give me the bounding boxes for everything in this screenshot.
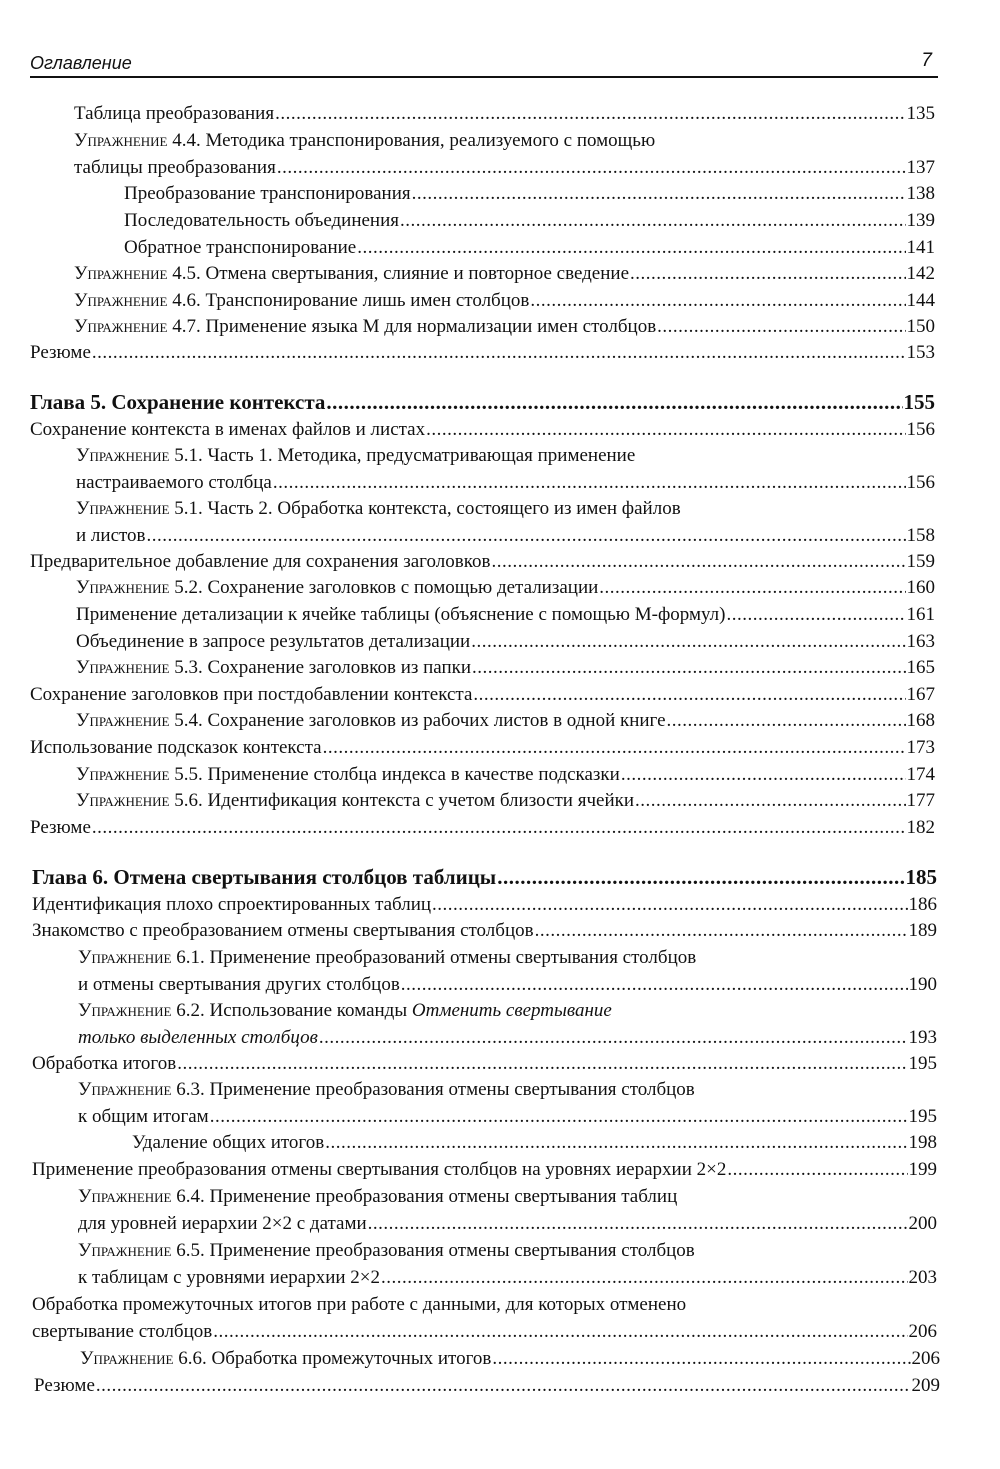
toc-entry-row [78,1104,937,1130]
toc-entry-row [30,815,935,841]
toc-entry-row [32,1051,937,1077]
exercise-label: Упражнение 5.3. [76,657,203,678]
page-number: 144 [906,290,935,311]
toc-entry-row [32,864,937,890]
toc-entry-text: Предварительное добавление для сохранения заголовков [30,551,491,572]
dot-leader [426,417,905,443]
toc-entry-row [76,655,935,681]
page-number: 206 [908,1321,937,1342]
toc-entry-text: Методика транспонирования, реализуемого с помощью [200,130,656,151]
dot-leader [381,1265,907,1291]
page-number: 185 [905,865,937,889]
page-number: 150 [906,316,935,337]
toc-entry-row [74,314,935,340]
dot-leader [401,972,908,998]
dot-leader [92,815,906,841]
exercise-label: Упражнение 6.1. [78,947,205,968]
toc-entry-text: Резюме [30,342,91,363]
page-number: 156 [906,472,935,493]
dot-leader [667,708,906,734]
exercise-label: Упражнение 4.7. [74,316,201,337]
toc-entry-row [76,602,935,628]
toc-entry-text: Преобразование транспонирования [124,183,411,204]
toc-entry-row [32,1157,937,1183]
toc-entry-first-line [74,128,655,154]
dot-leader [727,1157,907,1183]
toc-entry-text: Знакомство с преобразованием отмены свертывания столбцов [32,920,534,941]
toc-entry-text: Применение детализации к ячейке таблицы (объяснение с помощью М-формул) [76,604,726,625]
toc-entry-text: Удаление общих итогов [132,1132,325,1153]
toc-entry-text: таблицы преобразования [74,157,276,178]
exercise-label: Упражнение 5.2. [76,577,203,598]
toc-entry-first-line [76,496,681,522]
toc-entry-row [34,1373,940,1399]
page-number: 163 [906,631,935,652]
page-number: 186 [908,894,937,915]
page-number: 182 [906,817,935,838]
dot-leader [323,735,906,761]
toc-entry-row [74,155,935,181]
page-number: 177 [906,790,935,811]
dot-leader [277,155,906,181]
toc-entry-row [74,261,935,287]
exercise-label: Упражнение 5.6. [76,790,203,811]
toc-entry-text: для уровней иерархии 2×2 с датами [78,1213,367,1234]
page-number: 173 [906,737,935,758]
toc-entry-text: Обработка промежуточных итогов [206,1348,492,1369]
toc-entry-row [76,788,935,814]
page-number: 199 [908,1159,937,1180]
toc-entry-text: Последовательность объединения [124,210,400,231]
dot-leader [471,629,905,655]
toc-entry-text: Применение преобразований отмены свертывания столбцов [204,947,697,968]
toc-entry-first-line [78,998,612,1024]
toc-entry-text: Применение преобразования отмены свертывания столбцов [204,1240,695,1261]
toc-entry-text: Сохранение контекста в именах файлов и листах [30,419,426,440]
toc-entry-text: и листов [76,525,146,546]
toc-entry-first-line [78,1184,677,1210]
toc-entry-text: Использование подсказок контекста [30,737,322,758]
toc-entry-row [30,735,935,761]
page-number: 206 [911,1348,940,1369]
toc-entry-first-line [78,1077,695,1103]
toc-entry-text: Часть 1. Методика, предусматривающая применение [202,445,636,466]
page-number: 165 [906,657,935,678]
dot-leader [210,1104,908,1130]
toc-entry-row [78,1025,937,1051]
page-number: 155 [903,390,935,414]
toc-entry-text: Резюме [30,817,91,838]
toc-entry-row [78,972,937,998]
toc-entry-text: Резюме [34,1375,95,1396]
page-number: 167 [906,684,935,705]
toc-entry-row [32,1319,937,1345]
page-number: 200 [908,1213,937,1234]
toc-entry-text: Применение преобразования отмены свертывания столбцов на уровнях иерархии 2×2 [32,1159,727,1180]
dot-leader [325,1130,907,1156]
page-number: 209 [911,1375,940,1396]
toc-entry-row [30,682,935,708]
exercise-label: Упражнение 5.1. [76,445,203,466]
toc-entry-first-line [76,443,635,469]
dot-leader [147,523,906,549]
dot-leader [368,1211,908,1237]
dot-leader [727,602,906,628]
page-number: 137 [906,157,935,178]
exercise-label: Упражнение 4.6. [74,290,201,311]
exercise-label: Упражнение 4.5. [74,263,201,284]
toc-entry-first-line [32,1292,686,1318]
toc-entry-text: Глава 5. Сохранение контекста [30,390,326,414]
exercise-label: Упражнение 6.2. [78,1000,205,1021]
exercise-label: Упражнение 6.5. [78,1240,205,1261]
toc-entry-row [30,389,935,415]
page-number: 198 [908,1132,937,1153]
toc-entry-text: к общим итогам [78,1106,209,1127]
toc-entry-row [30,417,935,443]
toc-entry-text: Сохранение заголовков из рабочих листов в одной книге [202,710,666,731]
dot-leader [92,340,906,366]
page-number: 174 [906,764,935,785]
page-number: 203 [908,1267,937,1288]
toc-entry-text: Идентификация плохо спроектированных таблиц [32,894,432,915]
dot-leader [492,1346,910,1372]
toc-entry-row [76,470,935,496]
running-header [30,48,938,78]
toc-entry-row [74,288,935,314]
page-number: 195 [908,1106,937,1127]
dot-leader [530,288,905,314]
page-number: 189 [908,920,937,941]
dot-leader [357,235,905,261]
exercise-label: Упражнение 6.3. [78,1079,205,1100]
page-number: 190 [908,974,937,995]
toc-entry-row [76,575,935,601]
dot-leader [491,549,905,575]
toc-entry-row [30,340,935,366]
toc-entry-text: свертывание столбцов [32,1321,213,1342]
page-number: 158 [906,525,935,546]
toc-entry-text: Применение преобразования отмены свертывания столбцов [204,1079,695,1100]
command-name: Отменить свертывание [411,1000,612,1021]
toc-entry-text: Сохранение заголовков из папки [202,657,472,678]
toc-entry-first-line [78,1238,695,1264]
page-number: 159 [906,551,935,572]
exercise-label: Упражнение 5.1. [76,498,203,519]
toc-entry-row [78,1211,937,1237]
dot-leader [621,762,906,788]
dot-leader [275,101,905,127]
page-number: 168 [906,710,935,731]
dot-leader [472,655,905,681]
page-number: 153 [906,342,935,363]
toc-entry-first-line [78,945,696,971]
dot-leader [635,788,905,814]
toc-entry-text: Обработка промежуточных итогов при работе с данными, для которых отменено [32,1294,687,1315]
page-number: 161 [906,604,935,625]
toc-entry-row [74,101,935,127]
toc-entry-text: к таблицам с уровнями иерархии 2×2 [78,1267,381,1288]
toc-entry-text: Использование команды [204,1000,412,1021]
toc-entry-text: настраиваемого столбца [76,472,272,493]
header-title: Оглавление [30,53,132,73]
dot-leader [630,261,905,287]
dot-leader [213,1319,907,1345]
toc-entry-row [124,181,935,207]
toc-entry-text: Применение столбца индекса в качестве подсказки [202,764,620,785]
toc-entry-row [32,918,937,944]
dot-leader [412,181,906,207]
exercise-label: Упражнение 5.5. [76,764,203,785]
dot-leader [473,682,905,708]
toc-entry-text: Таблица преобразования [74,103,275,124]
page-number: 156 [906,419,935,440]
toc-entry-text: Объединение в запросе результатов детализации [76,631,471,652]
dot-leader [657,314,905,340]
toc-entry-text: Транспонирование лишь имен столбцов [200,290,530,311]
toc-entry-row [124,208,935,234]
toc-entry-text: только выделенных столбцов [78,1027,318,1048]
toc-entry-text: Сохранение заголовков при постдобавлении контекста [30,684,473,705]
page-number: 193 [908,1027,937,1048]
toc-entry-text: и отмены свертывания других столбцов [78,974,400,995]
exercise-label: Упражнение 4.4. [74,130,201,151]
toc-entry-row [80,1346,940,1372]
toc-entry-row [32,892,937,918]
dot-leader [177,1051,907,1077]
toc-entry-text: Сохранение заголовков с помощью детализации [202,577,599,598]
dot-leader [96,1373,911,1399]
exercise-label: Упражнение 6.6. [80,1348,207,1369]
header-page-number: 7 [921,50,932,71]
dot-leader [326,389,902,415]
toc-entry-text: Применение преобразования отмены свертывания таблиц [204,1186,678,1207]
toc-entry-text: Глава 6. Отмена свертывания столбцов таблицы [32,865,497,889]
page-number: 195 [908,1053,937,1074]
exercise-label: Упражнение 6.4. [78,1186,205,1207]
toc-entry-row [76,629,935,655]
page-number: 139 [906,210,935,231]
dot-leader [535,918,908,944]
page-number: 160 [906,577,935,598]
dot-leader [599,575,905,601]
toc-entry-row [78,1265,937,1291]
toc-entry-row [76,708,935,734]
toc-entry-text: Обратное транспонирование [124,237,357,258]
toc-entry-text: Идентификация контекста с учетом близости ячейки [202,790,635,811]
toc-entry-row [76,523,935,549]
toc-entry-text: Отмена свертывания, слияние и повторное сведение [200,263,630,284]
page-number: 142 [906,263,935,284]
toc-entry-row [30,549,935,575]
exercise-label: Упражнение 5.4. [76,710,203,731]
toc-entry-text: Применение языка М для нормализации имен столбцов [200,316,657,337]
toc-entry-row [76,762,935,788]
dot-leader [273,470,906,496]
toc-entry-row [132,1130,937,1156]
dot-leader [319,1025,908,1051]
toc-entry-text: Обработка итогов [32,1053,177,1074]
page-number: 141 [906,237,935,258]
dot-leader [497,864,904,890]
dot-leader [432,892,907,918]
page-number: 138 [906,183,935,204]
dot-leader [400,208,905,234]
page-number: 135 [906,103,935,124]
toc-entry-text: Часть 2. Обработка контекста, состоящего из имен файлов [202,498,681,519]
toc-entry-row [124,235,935,261]
